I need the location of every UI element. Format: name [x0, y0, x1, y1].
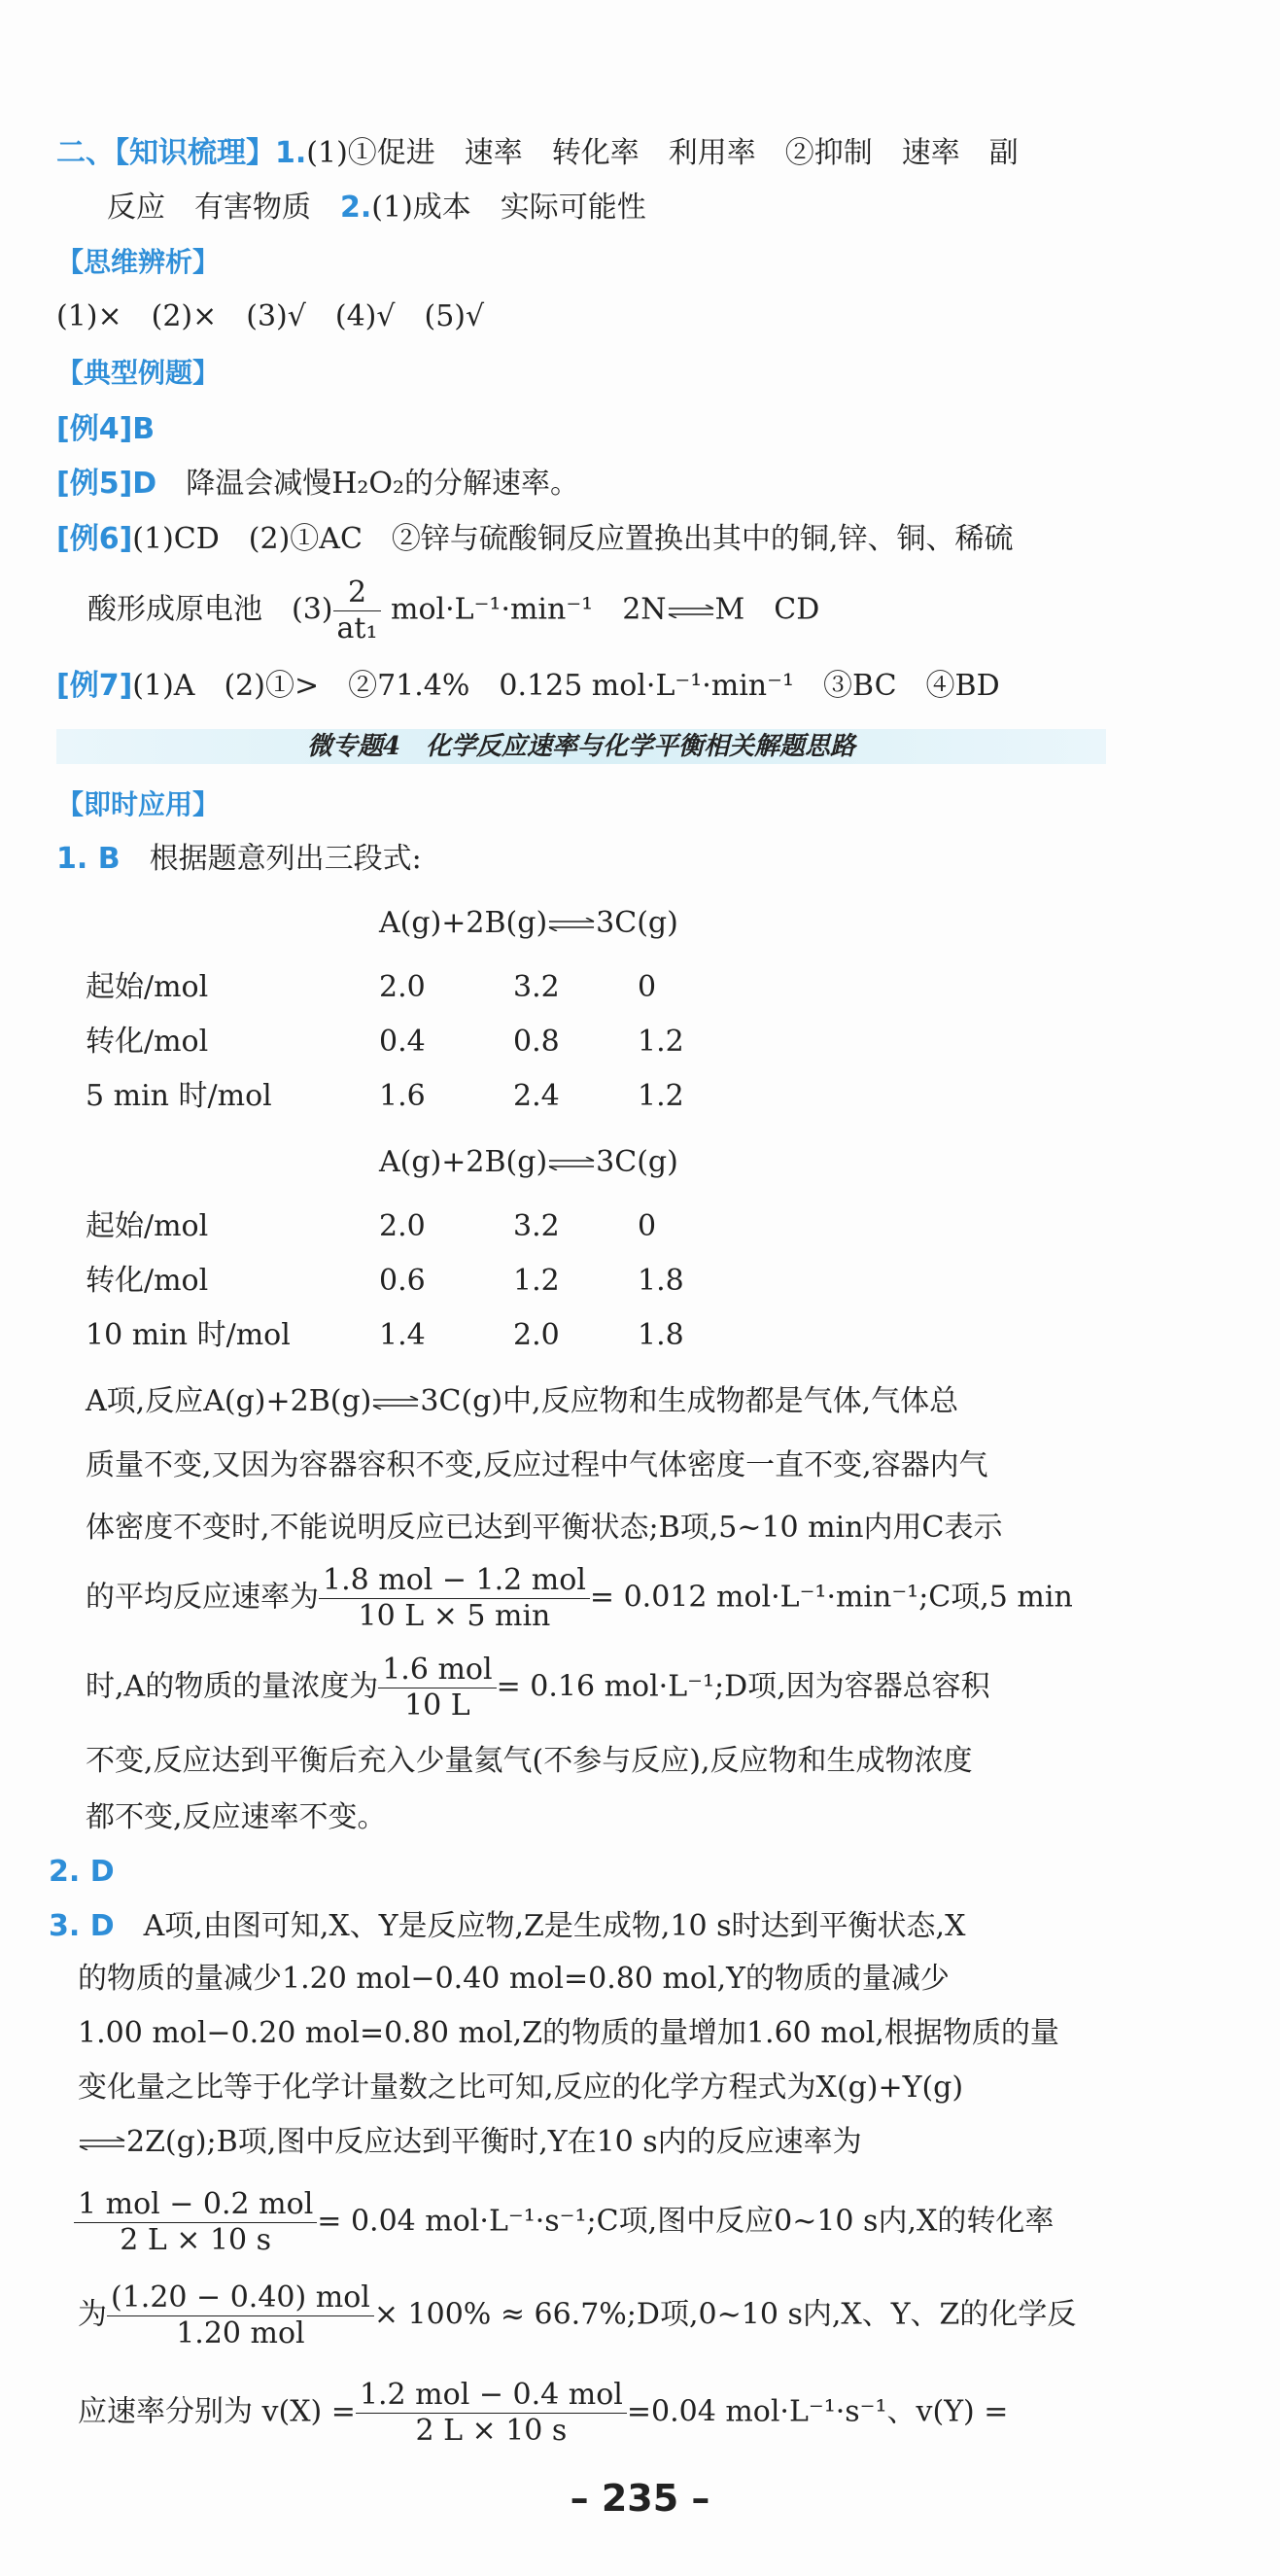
question-2: 2. D: [49, 1855, 115, 1889]
table-cell: 0.4: [379, 1025, 426, 1059]
denominator: 10 L: [404, 1688, 470, 1723]
example-6-line2: [87, 575, 819, 646]
table-cell: 2.0: [379, 1209, 426, 1243]
analysis-text: =0.04 mol·L⁻¹·s⁻¹、v(Y) =: [626, 2394, 1009, 2429]
analysis-text: × 100% ≈ 66.7%;D项,0~10 s内,X、Y、Z的化学反: [373, 2297, 1077, 2332]
knowledge-text: 反应 有害物质: [107, 191, 311, 225]
analysis-line: [78, 2123, 862, 2162]
equation-left: 2N: [622, 592, 667, 627]
analysis-line: 变化量之比等于化学计量数之比可知,反应的化学方程式为X(g)+Y(g): [78, 2071, 964, 2105]
analysis-line: 质量不变,又因为容器容积不变,反应过程中气体密度一直不变,容器内气: [86, 1448, 988, 1482]
equilibrium-arrow-icon: [78, 2137, 126, 2150]
reaction-equation-2: [379, 1143, 678, 1182]
analysis-line: 都不变,反应速率不变。: [86, 1800, 387, 1834]
equilibrium-arrow-icon: [371, 1396, 420, 1410]
table-cell: 0: [638, 970, 657, 1004]
example-text: 酸形成原电池 (3): [87, 592, 333, 627]
table-cell: 1.4: [379, 1318, 426, 1352]
example-tag: [例5]: [56, 467, 133, 501]
denominator: 2 L × 10 s: [415, 2414, 568, 2448]
knowledge-text: (1)①促进 速率 转化率 利用率 ②抑制 速率 副: [306, 136, 1019, 170]
knowledge-heading: 二、【知识梳理】: [56, 136, 275, 170]
table-cell: 1.2: [638, 1025, 684, 1059]
example-5: [56, 465, 579, 504]
table-cell: 2.0: [379, 970, 426, 1004]
analysis-line: 1.00 mol−0.20 mol=0.80 mol,Z的物质的量增加1.60 mol,根据物质的量: [78, 2016, 1059, 2050]
numerator: 1.2 mol − 0.4 mol: [356, 2378, 627, 2414]
numerator: (1.20 − 0.40) mol: [107, 2280, 374, 2316]
question-text: 根据题意列出三段式:: [149, 842, 422, 876]
example-text: (1)A (2)①> ②71.4% 0.125 mol·L⁻¹·min⁻¹ ③BC ④BD: [132, 669, 1000, 703]
siwei-answers: (1)× (2)× (3)√ (4)√ (5)√: [56, 299, 485, 333]
question-number: 1. B: [56, 842, 121, 876]
equation-left: A(g)+2B(g): [379, 906, 548, 940]
fraction: [107, 2280, 374, 2351]
analysis-text: 2Z(g);B项,图中反应达到平衡时,Y在10 s内的反应速率为: [126, 2125, 862, 2159]
reaction-equation-1: [379, 904, 678, 943]
fraction: [378, 1653, 496, 1723]
table-cell: 0.8: [513, 1025, 560, 1059]
numerator: 1.8 mol − 1.2 mol: [319, 1563, 590, 1599]
analysis-text: = 0.04 mol·L⁻¹·s⁻¹;C项,图中反应0~10 s内,X的转化率: [317, 2204, 1055, 2239]
denominator: at₁: [336, 611, 378, 645]
example-tag: [例4]: [56, 412, 133, 446]
fraction: [356, 2378, 627, 2449]
analysis-text: 3C(g)中,反应物和生成物都是气体,气体总: [420, 1384, 959, 1418]
example-7: [56, 667, 1000, 706]
analysis-line: 体密度不变时,不能说明反应已达到平衡状态;B项,5~10 min内用C表示: [86, 1511, 1003, 1545]
analysis-text: A项,反应A(g)+2B(g): [86, 1384, 372, 1418]
table-cell: 2.4: [513, 1079, 560, 1113]
equation-right: 3C(g): [596, 906, 678, 940]
table-label: 转化/mol: [86, 1264, 209, 1298]
example-6-line1: [56, 520, 1013, 559]
example-answer: D: [132, 467, 157, 501]
analysis-line: 的物质的量减少1.20 mol−0.40 mol=0.80 mol,Y的物质的量减少: [78, 1962, 950, 1996]
knowledge-text: (1)成本 实际可能性: [371, 191, 646, 225]
table-label: 10 min 时/mol: [86, 1318, 291, 1352]
table-cell: 2.0: [513, 1318, 560, 1352]
analysis-line-fraction: [78, 2378, 1008, 2449]
table-label: 起始/mol: [86, 1209, 209, 1243]
question-3-line1: [49, 1907, 965, 1946]
table-label: 转化/mol: [86, 1025, 209, 1059]
table-label: 5 min 时/mol: [86, 1079, 272, 1113]
fraction: [74, 2187, 317, 2258]
analysis-text: 的平均反应速率为: [86, 1580, 319, 1615]
jishi-heading: 【即时应用】: [56, 788, 221, 820]
table-cell: 0: [638, 1209, 657, 1243]
analysis-line: [86, 1382, 958, 1421]
analysis-text: = 0.012 mol·L⁻¹·min⁻¹;C项,5 min: [589, 1580, 1073, 1615]
denominator: 1.20 mol: [176, 2316, 305, 2350]
topic-title: 微专题4 化学反应速率与化学平衡相关解题思路: [306, 732, 856, 761]
question-number: 3. D: [49, 1909, 115, 1943]
unit-text: mol·L⁻¹·min⁻¹: [391, 592, 594, 627]
table-label: 起始/mol: [86, 970, 209, 1004]
example-text: CD: [774, 592, 820, 627]
analysis-text: 为: [78, 2297, 107, 2332]
table-cell: 3.2: [513, 970, 560, 1004]
analysis-text: A项,由图可知,X、Y是反应物,Z是生成物,10 s时达到平衡状态,X: [143, 1909, 966, 1943]
equilibrium-arrow-icon: [547, 918, 596, 931]
analysis-line-fraction: [86, 1563, 1073, 1634]
equilibrium-arrow-icon: [667, 605, 715, 618]
numerator: 1.6 mol: [378, 1653, 496, 1688]
item-number: 1.: [275, 136, 307, 170]
siwei-heading: 【思维辨析】: [56, 246, 221, 278]
example-4: [56, 410, 155, 449]
table-cell: 1.2: [638, 1079, 684, 1113]
example-tag: [例6]: [56, 522, 133, 556]
analysis-line-fraction: [78, 2280, 1076, 2351]
analysis-line-fraction: [74, 2187, 1054, 2258]
dianxing-heading: 【典型例题】: [56, 357, 221, 389]
denominator: 10 L × 5 min: [358, 1599, 551, 1633]
page-number: – 235 –: [570, 2477, 710, 2520]
example-text: (1)CD (2)①AC ②锌与硫酸铜反应置换出其中的铜,锌、铜、稀硫: [132, 522, 1014, 556]
denominator: 2 L × 10 s: [120, 2223, 272, 2257]
fraction: [319, 1563, 590, 1634]
example-answer: B: [132, 412, 156, 446]
question-1-header: [56, 840, 422, 879]
section-knowledge-line1: [56, 134, 1019, 173]
analysis-text: 应速率分别为 v(X) =: [78, 2394, 356, 2429]
analysis-text: 时,A的物质的量浓度为: [86, 1669, 379, 1704]
table-cell: 1.8: [638, 1264, 684, 1298]
numerator: 1 mol − 0.2 mol: [74, 2187, 317, 2223]
equilibrium-arrow-icon: [547, 1157, 596, 1170]
equation-right: 3C(g): [596, 1145, 678, 1179]
item-number: 2.: [340, 191, 372, 225]
example-tag: [例7]: [56, 669, 133, 703]
table-cell: 0.6: [379, 1264, 426, 1298]
table-cell: 1.6: [379, 1079, 426, 1113]
section-knowledge-line2: [107, 189, 646, 227]
analysis-line-fraction: [86, 1653, 990, 1723]
equation-left: A(g)+2B(g): [379, 1145, 548, 1179]
topic-banner: [56, 729, 1106, 764]
example-text: 降温会减慢H₂O₂的分解速率。: [186, 467, 580, 501]
table-cell: 3.2: [513, 1209, 560, 1243]
table-cell: 1.2: [513, 1264, 560, 1298]
table-cell: 1.8: [638, 1318, 684, 1352]
equation-right: M: [714, 592, 745, 627]
fraction: [333, 575, 382, 646]
analysis-line: 不变,反应达到平衡后充入少量氦气(不参与反应),反应物和生成物浓度: [86, 1744, 973, 1778]
analysis-text: = 0.16 mol·L⁻¹;D项,因为容器总容积: [496, 1669, 990, 1704]
numerator: 2: [333, 575, 382, 611]
